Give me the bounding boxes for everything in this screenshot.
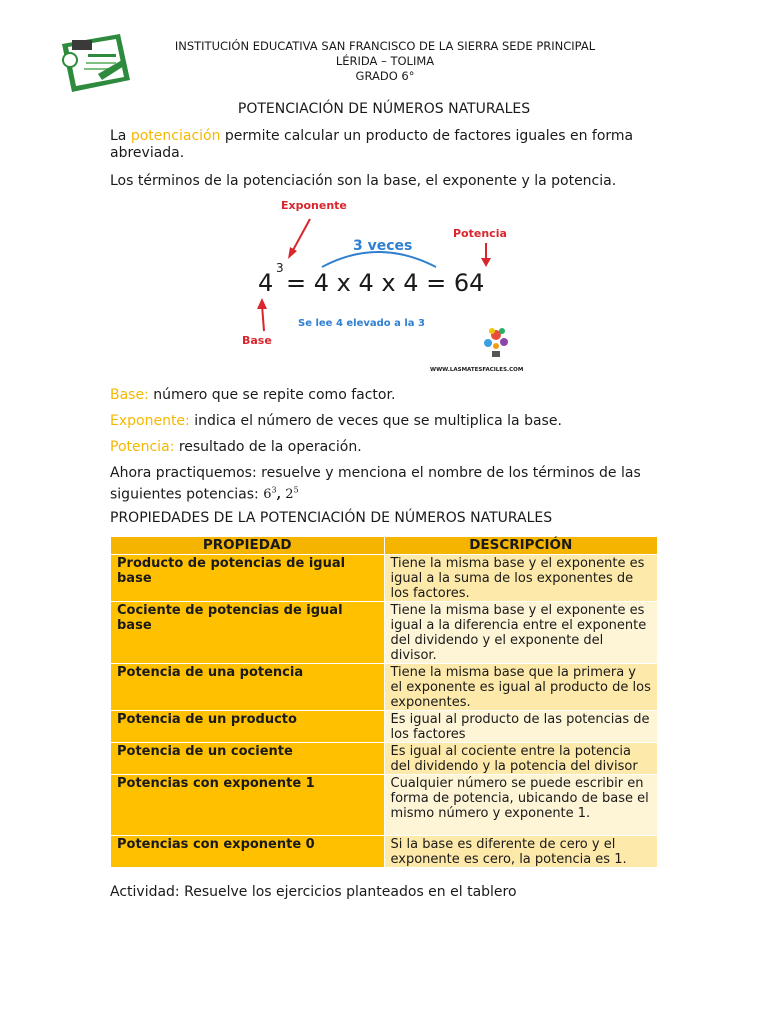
practice-powers <box>263 487 298 502</box>
property-name: Potencia de una potencia <box>111 664 385 711</box>
table-row <box>111 711 658 743</box>
property-description: Es igual al cociente entre la potencia del dividendo y la potencia del divisor <box>384 743 658 775</box>
definition-potencia-term: Potencia: <box>110 439 175 455</box>
table-row <box>111 775 658 836</box>
exponent-digit: 3 <box>276 261 284 275</box>
definition-potencia <box>110 439 670 456</box>
activity-text: Actividad: Resuelve los ejercicios planteados en el tablero <box>110 884 517 900</box>
exponente-label: Exponente <box>281 199 347 212</box>
base-label: Base <box>242 334 272 347</box>
column-header-propiedad: PROPIEDAD <box>111 537 385 555</box>
power-2-base: 2 <box>285 487 294 503</box>
intro-after: permite calcular un producto de factores iguales en forma abreviada. <box>110 128 634 161</box>
definition-exponente <box>110 413 670 430</box>
school-logo <box>58 30 134 98</box>
table-row <box>111 602 658 664</box>
property-description: Tiene la misma base y el exponente es igual a la suma de los exponentes de los factores. <box>384 555 658 602</box>
property-description: Cualquier número se puede escribir en forma de potencia, ubicando de base el mismo número y exponente 1. <box>384 775 658 836</box>
property-name: Potencia de un producto <box>111 711 385 743</box>
potencia-label: Potencia <box>453 227 507 240</box>
property-name: Potencia de un cociente <box>111 743 385 775</box>
practice-paragraph <box>110 465 670 503</box>
power-1-base: 6 <box>263 487 272 503</box>
intro-paragraph <box>110 128 670 162</box>
column-header-descripcion: DESCRIPCIÓN <box>384 537 658 555</box>
power-separator: , <box>276 487 282 503</box>
potenciacion-diagram <box>240 197 530 377</box>
document-title: POTENCIACIÓN DE NÚMEROS NATURALES <box>237 101 531 117</box>
property-name: Potencias con exponente 1 <box>111 775 385 836</box>
property-description: Es igual al producto de las potencias de los factores <box>384 711 658 743</box>
header-line-1: INSTITUCIÓN EDUCATIVA SAN FRANCISCO DE LA SIERRA SEDE PRINCIPAL <box>174 39 596 53</box>
properties-table <box>110 536 658 868</box>
power-2-exponent: 5 <box>293 486 299 495</box>
reading-text: Se lee 4 elevado a la 3 <box>298 318 425 329</box>
definition-base-text: número que se repite como factor. <box>148 387 396 403</box>
base-digit: 4 <box>258 269 274 297</box>
intro-before: La <box>110 128 131 144</box>
equation-text: = 4 x 4 x 4 = 64 <box>286 269 485 297</box>
table-header-row <box>111 537 658 555</box>
property-name: Cociente de potencias de igual base <box>111 602 385 664</box>
intro-term: potenciación <box>130 128 221 144</box>
table-row <box>111 836 658 868</box>
practice-text: Ahora practiquemos: resuelve y menciona el nombre de los términos de las siguientes potencias: <box>110 465 641 503</box>
definition-potencia-text: resultado de la operación. <box>174 439 362 455</box>
table-row <box>111 743 658 775</box>
property-description: Si la base es diferente de cero y el exponente es cero, la potencia es 1. <box>384 836 658 868</box>
table-row <box>111 664 658 711</box>
property-name: Potencias con exponente 0 <box>111 836 385 868</box>
source-url: WWW.LASMATESFACILES.COM <box>430 367 524 373</box>
header-line-3: GRADO 6° <box>355 69 415 83</box>
definition-base <box>110 387 670 404</box>
veces-label: 3 veces <box>353 238 413 254</box>
power-1-exponent: 3 <box>271 486 277 495</box>
definition-exponente-term: Exponente: <box>110 413 190 429</box>
header-line-2: LÉRIDA – TOLIMA <box>335 54 435 68</box>
terms-paragraph: Los términos de la potenciación son la base, el exponente y la potencia. <box>110 173 617 189</box>
definition-exponente-text: indica el número de veces que se multiplica la base. <box>189 413 562 429</box>
property-description: Tiene la misma base que la primera y el exponente es igual al producto de los exponentes. <box>384 664 658 711</box>
definition-base-term: Base: <box>110 387 149 403</box>
table-row <box>111 555 658 602</box>
properties-title: PROPIEDADES DE LA POTENCIACIÓN DE NÚMEROS NATURALES <box>110 510 553 526</box>
property-name: Producto de potencias de igual base <box>111 555 385 602</box>
school-header <box>140 39 630 84</box>
property-description: Tiene la misma base y el exponente es igual a la diferencia entre el exponente del dividendo y el exponente del divisor. <box>384 602 658 664</box>
